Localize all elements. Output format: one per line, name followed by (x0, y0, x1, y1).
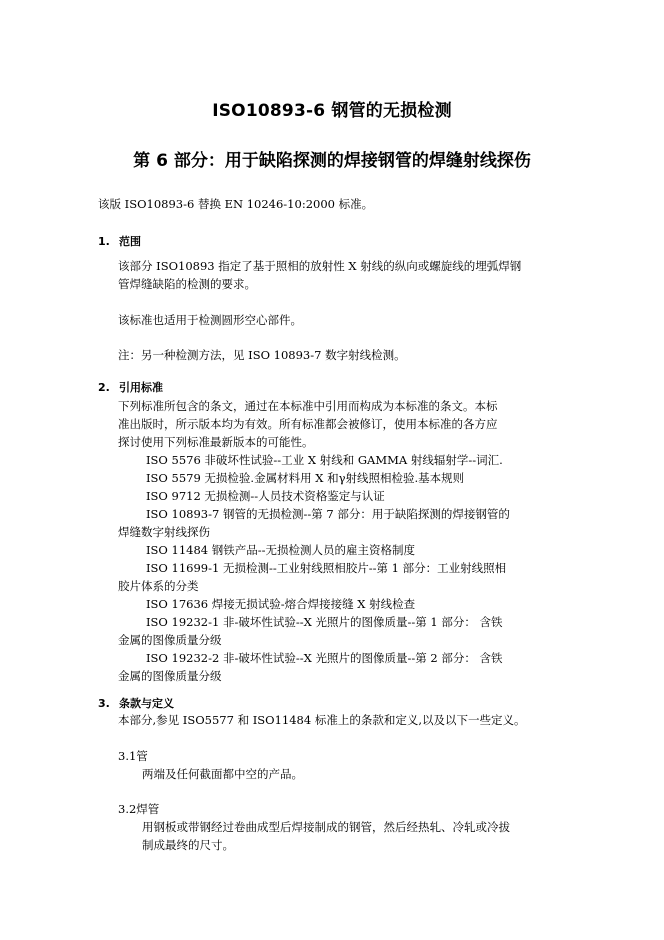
document-subtitle: 第 6 部分：用于缺陷探测的焊接钢管的焊缝射线探伤 (133, 151, 531, 171)
ref-iso-19232-2-cont: 金属的图像质量分级 (118, 669, 222, 683)
def-3-2-heading: 3.2焊管 (118, 802, 160, 816)
ref-iso-17636: ISO 17636 焊接无损试验-熔合焊接接缝 X 射线检查 (146, 597, 416, 611)
scope-para-1-line-2: 管焊缝缺陷的检测的要求。 (118, 277, 256, 291)
def-3-2-body-line-2: 制成最终的尺寸。 (142, 838, 234, 852)
ref-iso-5576: ISO 5576 非破坏性试验--工业 X 射线和 GAMMA 射线辐射学--词汇. (146, 453, 503, 467)
ref-iso-11699-1-cont: 胶片体系的分类 (118, 579, 199, 593)
ref-iso-10893-7: ISO 10893-7 钢管的无损检测--第 7 部分：用于缺陷探测的焊接钢管的 (146, 507, 510, 521)
section-3-heading (98, 696, 174, 712)
ref-iso-9712: ISO 9712 无损检测--人员技术资格鉴定与认证 (146, 489, 385, 503)
def-3-1-heading: 3.1管 (118, 749, 148, 763)
ref-iso-19232-1-cont: 金属的图像质量分级 (118, 633, 222, 647)
section-3-title: 条款与定义 (119, 697, 174, 710)
scope-para-1-line-1: 该部分 ISO10893 指定了基于照相的放射性 X 射线的纵向或螺旋线的埋弧焊钢 (118, 259, 522, 273)
def-3-1-body: 两端及任何截面都中空的产品。 (142, 767, 303, 781)
ref-iso-11484: ISO 11484 钢铁产品--无损检测人员的雇主资格制度 (146, 543, 416, 557)
ref-iso-5579: ISO 5579 无损检验.金属材料用 X 和γ射线照相检验.基本规则 (146, 471, 465, 485)
scope-para-2: 该标准也适用于检测圆形空心部件。 (118, 313, 302, 327)
ref-iso-19232-2: ISO 19232-2 非-破坏性试验--X 光照片的图像质量--第 2 部分： 含铁 (146, 651, 503, 665)
section-2-title: 引用标准 (119, 381, 163, 394)
refs-intro-line-1: 下列标准所包含的条文，通过在本标准中引用而构成为本标准的条文。本标 (118, 399, 498, 413)
ref-iso-10893-7-cont: 焊缝数字射线探伤 (118, 525, 210, 539)
section-1-number: 1. (98, 235, 110, 248)
def-3-2-body-line-1: 用钢板或带钢经过卷曲成型后焊接制成的钢管，然后经热轧、冷轧或冷拔 (142, 820, 510, 834)
ref-iso-11699-1: ISO 11699-1 无损检测--工业射线照相胶片--第 1 部分：工业射线照相 (146, 561, 507, 575)
section-1-heading (98, 234, 141, 250)
scope-note: 注：另一种检测方法，见 ISO 10893-7 数字射线检测。 (118, 348, 406, 362)
terms-intro: 本部分,参见 ISO5577 和 ISO11484 标准上的条款和定义,以及以下一些定义。 (118, 713, 526, 727)
document-title: ISO10893-6 钢管的无损检测 (212, 101, 452, 121)
refs-intro-line-2: 准出版时，所示版本均为有效。所有标准都会被修订，使用本标准的各方应 (118, 417, 498, 431)
section-3-number: 3. (98, 697, 110, 710)
section-2-heading (98, 380, 163, 396)
section-2-number: 2. (98, 381, 110, 394)
refs-intro-line-3: 探讨使用下列标准最新版本的可能性。 (118, 435, 314, 449)
ref-iso-19232-1: ISO 19232-1 非-破坏性试验--X 光照片的图像质量--第 1 部分： 含铁 (146, 615, 503, 629)
replace-note: 该版 ISO10893-6 替换 EN 10246-10:2000 标准。 (98, 197, 374, 211)
section-1-title: 范围 (119, 235, 141, 248)
